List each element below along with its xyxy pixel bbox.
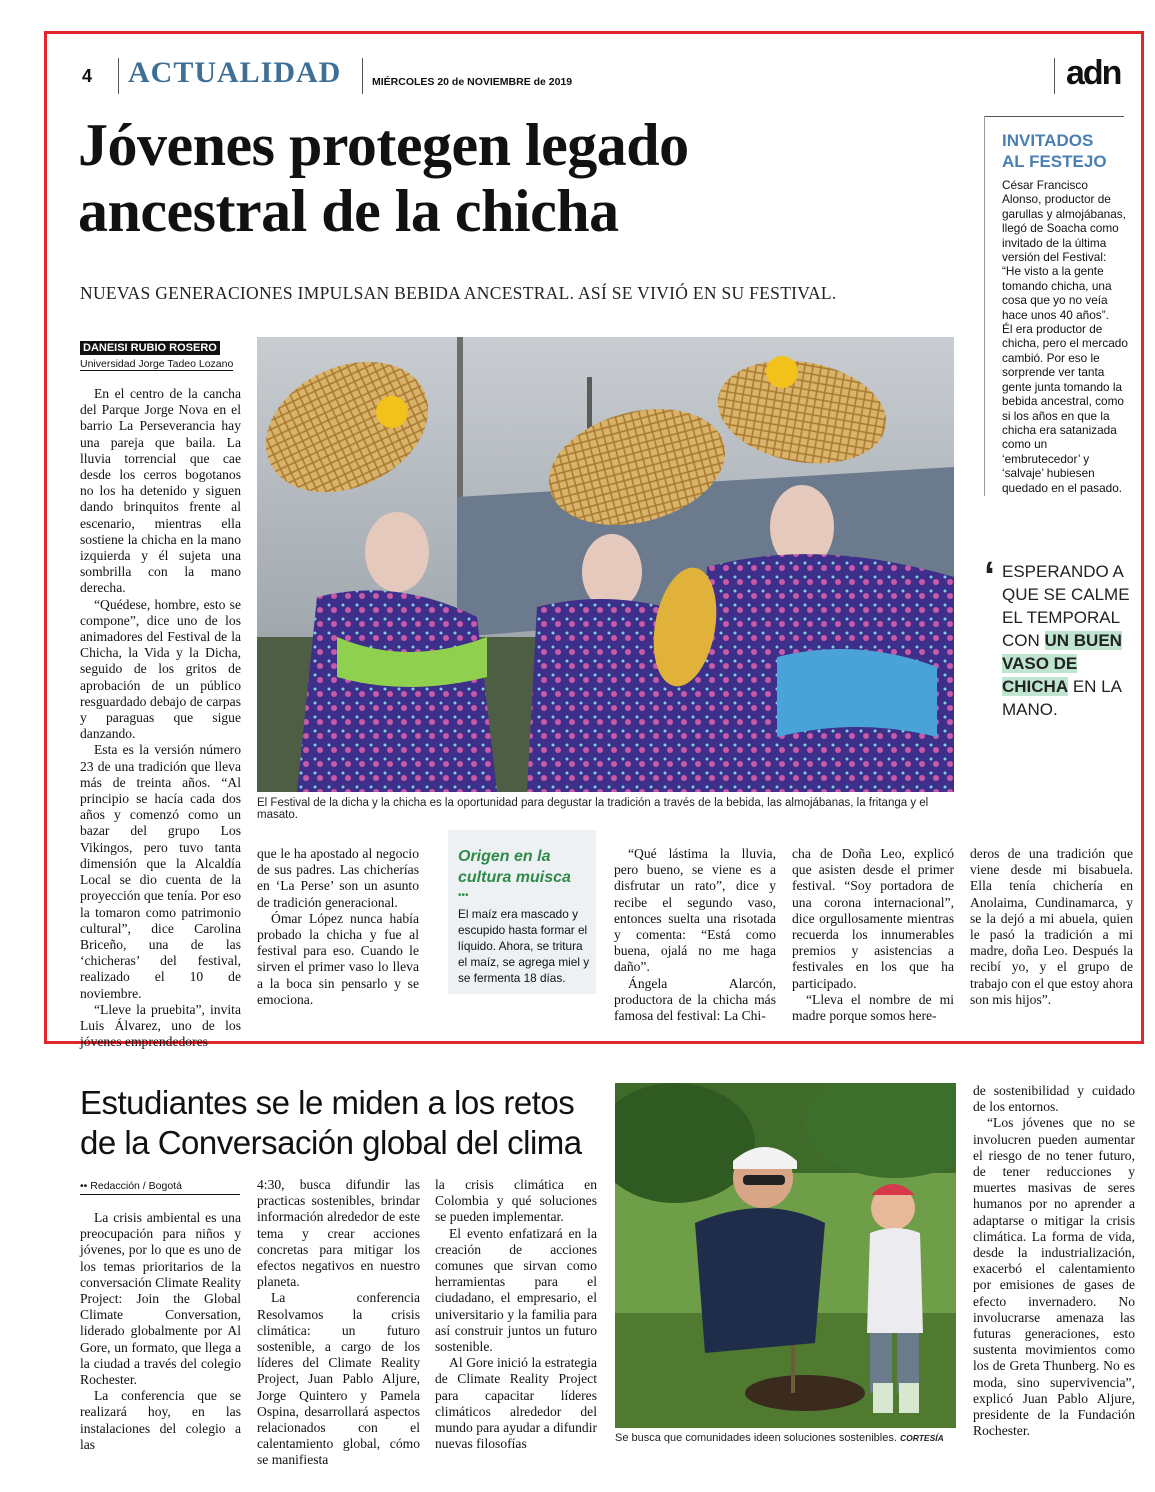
article2-column-3	[435, 1177, 597, 1452]
paragraph: cha de Doña Leo, explicó que asisten desde el primer festival. “Soy portadora de una corona internacional”, dice orgullosamente mientras recuerda los innumerables premios y asistencias a festivales en los que ha participado.	[792, 846, 954, 991]
quote-mark: ‘	[984, 554, 996, 598]
article2-column-1	[80, 1210, 241, 1453]
paragraph: La conferencia que se realizará hoy, en las instalaciones del colegio a las	[80, 1388, 241, 1452]
author-name: DANEISI RUBIO ROSERO	[80, 341, 220, 355]
paragraph: Ómar López nunca había probado la chicha y fue al festival para eso. Cuando le sirven el primer vaso lo lleva a la boca sin pensarlo y se emociona.	[257, 910, 419, 1007]
paragraph: de sostenibilidad y cuidado de los entornos.	[973, 1083, 1135, 1115]
sidebar-title	[1002, 130, 1107, 172]
adn-logo: adn	[1066, 54, 1121, 92]
article-column-4	[792, 846, 954, 1024]
origin-title-line-1: Origen en la	[458, 848, 551, 865]
paragraph: “Lleva el nombre de mi madre porque somos here-	[792, 991, 954, 1024]
paragraph: 4:30, busca difundir las practicas sostenibles, brindar información alrededor de este tema y crear acciones concretas para mitigar los efectos negativos en nuestro planeta.	[257, 1177, 420, 1290]
article-headline	[78, 112, 978, 244]
article2-headline	[80, 1083, 610, 1163]
sidebar-left-rule	[984, 116, 985, 496]
headline-line-1: Jóvenes protegen legado	[78, 112, 689, 178]
quote-part-1: ESPERANDO A QUE SE CALME EL TEMPORAL CON	[1002, 562, 1130, 650]
quote-highlight: UN BUEN VASO DE CHICHA	[1002, 631, 1122, 696]
headline-line-2: ancestral de la chicha	[78, 178, 619, 244]
origin-box	[448, 830, 596, 994]
article2-headline-line-1: Estudiantes se le miden a los retos	[80, 1084, 575, 1121]
sidebar-body	[1002, 178, 1128, 495]
section-title: ACTUALIDAD	[128, 56, 342, 89]
header-date: MIÉRCOLES 20 de NOVIEMBRE de 2019	[372, 76, 573, 88]
article-column-5	[970, 846, 1133, 1008]
origin-box-text: El maíz era mascado y escupido hasta formar el líquido. Ahora, se tritura el maíz, se agrega miel y se fermenta 18 días.	[458, 907, 590, 985]
climate-photo	[615, 1083, 956, 1428]
climate-caption-text: Se busca que comunidades ideen soluciones sostenibles.	[615, 1432, 897, 1444]
sidebar-title-line-1: INVITADOS	[1002, 131, 1094, 150]
origin-title-line-2: cultura muisca	[458, 869, 571, 886]
quote-text	[1002, 560, 1130, 721]
author-byline	[80, 338, 233, 371]
climate-photo-credit: CORTESÍA	[899, 1433, 944, 1443]
paragraph: “Lleve la pruebita”, invita Luis Álvarez, uno de los jóvenes emprendedores	[80, 1001, 241, 1050]
paragraph: deros de una tradición que viene desde mi bisabuela. Ella tenía chichería en Anolaima, Cundinamarca, y se la dejó a mi abuela, quien le pasó la tradición a mi madre, doña Leo. Después la recibí yo, y el grupo de trabajo con el que estoy ahora son mis hijos”.	[970, 846, 1133, 1007]
article2-headline-line-2: de la Conversación global del clima	[80, 1124, 582, 1161]
article2-byline: •• Redacción / Bogotá	[80, 1180, 240, 1195]
article-column-1	[80, 386, 241, 1050]
festival-photo-illustration	[257, 337, 954, 792]
article-column-2	[257, 846, 419, 1008]
article2-column-2	[257, 1177, 420, 1469]
festival-photo	[257, 337, 954, 792]
article-subheadline: NUEVAS GENERACIONES IMPULSAN BEBIDA ANCESTRAL. ASÍ SE VIVIÓ EN SU FESTIVAL.	[80, 283, 837, 303]
paragraph: En el centro de la cancha del Parque Jorge Nova en el barrio La Perseverancia hay una pareja que baila. La lluvia torrencial que cae desde los cerros bogotanos no los ha detenido y siguen dando brinquitos frente al escenario, mientras ella sostiene la chicha en la mano izquierda y él sujeta una sombrilla con la mano derecha.	[80, 386, 241, 596]
origin-box-dots: •••	[458, 890, 469, 901]
sidebar-paragraph: César Francisco Alonso, productor de garullas y almojábanas, llegó de Soacha como invitado de la última versión del Festival: “He visto a la gente tomando chicha, una cosa que yo no veía hace unos 40 años”.	[1002, 178, 1126, 322]
paragraph: El evento enfatizará en la creación de acciones comunes que sirvan como herramientas para el ciudadano, el empresario, el universitario y la familia para así construir juntos un futuro sostenible.	[435, 1225, 597, 1355]
article2-column-4	[973, 1083, 1135, 1439]
sidebar-top-rule	[984, 116, 1124, 117]
paragraph: La conferencia Resolvamos la crisis climática: un futuro sostenible, a cargo de los líderes del Climate Reality Project, Juan Pablo Aljure, Jorge Quintero y Pamela Ospina, desarrollará aspectos relacionados con el calentamiento global, cómo se manifiesta	[257, 1290, 420, 1468]
climate-photo-caption	[615, 1432, 956, 1444]
paragraph: La crisis ambiental es una preocupación para niños y jóvenes, por lo que es uno de los temas prioritarios de la conversación Climate Reality Project: Join the Global Climate Conversation, liderado globalmente por Al Gore, un formato, que llega a la ciudad a través del colegio Rochester.	[80, 1210, 241, 1388]
article-column-3	[614, 846, 776, 1024]
paragraph: Ángela Alarcón, productora de la chicha más famosa del festival: La Chi-	[614, 975, 776, 1024]
author-affiliation: Universidad Jorge Tadeo Lozano	[80, 358, 234, 370]
photo-caption: El Festival de la dicha y la chicha es la oportunidad para degustar la tradición a través de la bebida, las almojábanas, la fritanga y el masato.	[257, 797, 929, 821]
origin-box-title	[458, 846, 571, 888]
climate-photo-illustration	[615, 1083, 956, 1428]
paragraph: “Qué lástima la lluvia, pero bueno, se viene es a disfrutar un rato”, dice y recibe el segundo vaso, entonces suelta una risotada y comenta: “Está como buena, ojalá no me haga daño”.	[614, 846, 776, 975]
sidebar-paragraph: Él era productor de chicha, pero el mercado cambió. Por eso le sorprende ver tanta gente junta tomando la bebida ancestral, como si los años en que la chicha era satanizada como un ‘embrutecedor’ y ‘salvaje’ hubiesen quedado en el pasado.	[1002, 322, 1128, 495]
paragraph: que le ha apostado al negocio de sus padres. Las chicherías en ‘La Perse’ son un asunto de tradición generacional.	[257, 846, 419, 910]
quote-part-2: EN LA MANO.	[1002, 677, 1122, 719]
sidebar-title-line-2: AL FESTEJO	[1002, 152, 1107, 171]
paragraph: Al Gore inició la estrategia de Climate Reality Project para capacitar líderes climáticos alrededor del mundo para ayudar a difundir nuevas filosofías	[435, 1355, 597, 1452]
paragraph: Esta es la versión número 23 de una tradición que lleva más de treinta años. “Al principio se hacía cada dos años y comenzó como un bazar del grupo Los Vikingos, pero tuvo tanta dimensión que la Alcaldía Local se dio cuenta de la proyección que tenía. Por eso la tomaron como patrimonio cultural”, dice Carolina Briceño, una de las ‘chicheras’ del festival, realizado el 10 de noviembre.	[80, 742, 241, 1001]
page-number: 4	[82, 66, 93, 86]
paragraph: la crisis climática en Colombia y qué soluciones se pueden implementar.	[435, 1177, 597, 1225]
paragraph: “Los jóvenes que no se involucren pueden aumentar el riesgo de no tener futuro, de tener reducciones y muertes masivas de seres humanos por no aprender a adaptarse o mitigar la crisis climática. La forma de vida, desde la industrialización, exacerbó el calentamiento por emisiones de gases de efecto invernadero. No involucrarse amenaza las futuras generaciones, esto sustenta movimientos como los de Greta Thunberg. No es moda, sino supervivencia”, explicó Juan Pablo Aljure, presidente de la Fundación Rochester.	[973, 1115, 1135, 1439]
paragraph: “Quédese, hombre, esto se compone”, dice uno de los animadores del Festival de la Chicha, la Vida y la Dicha, seguido de los gritos de aprobación de un público resguardado debajo de carpas y paraguas que sigue danzando.	[80, 596, 241, 742]
